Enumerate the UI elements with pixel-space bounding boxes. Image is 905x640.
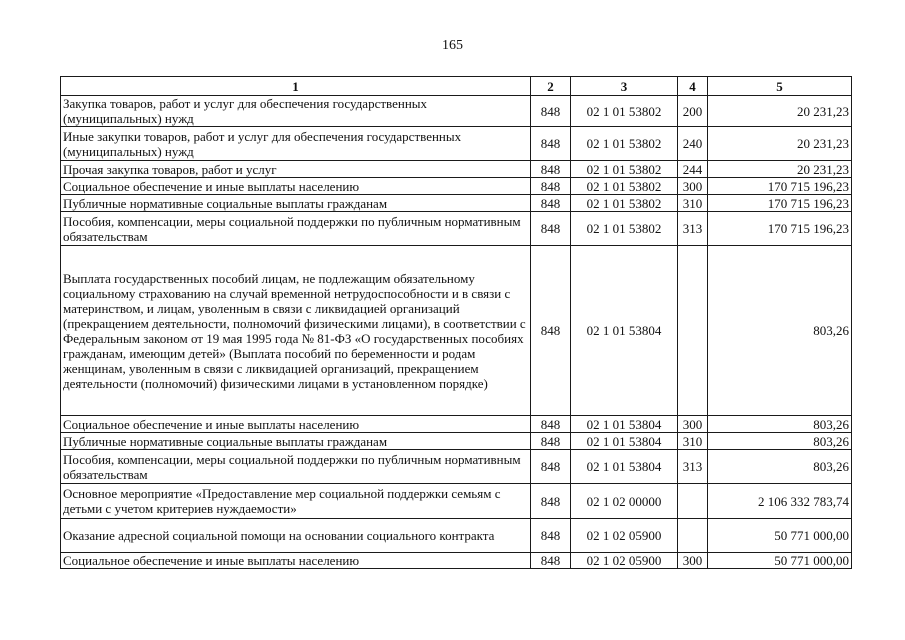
row-sum: 20 231,23 <box>708 127 852 161</box>
row-sum: 20 231,23 <box>708 161 852 178</box>
row-csr: 02 1 01 53804 <box>571 416 678 433</box>
row-sum: 170 715 196,23 <box>708 178 852 195</box>
row-ved: 848 <box>531 484 571 519</box>
row-csr: 02 1 01 53802 <box>571 96 678 127</box>
row-sum: 803,26 <box>708 246 852 416</box>
table-row <box>61 246 852 416</box>
row-name: Социальное обеспечение и иные выплаты населению <box>61 553 531 569</box>
row-name: Выплата государственных пособий лицам, не подлежащим обязательному социальному страхованию на случай временной нетрудоспособности и в связи с материнством, и лицам, уволенным в связи с ликвидацией организаций (прекращением деятельности, полномочий физическими лицами), в соответствии с Федеральным законом от 19 мая 1995 года № 81-ФЗ «О государственных пособиях гражданам, имеющим детей» (Выплата пособий по беременности и родам женщинам, уволенным в связи с ликвидацией организаций, прекращением деятельности (полномочий) физическими лицами в установленном порядке) <box>61 246 531 416</box>
header-col-3: 3 <box>571 77 678 96</box>
row-ved: 848 <box>531 212 571 246</box>
row-name: Закупка товаров, работ и услуг для обеспечения государственных (муниципальных) нужд <box>61 96 531 127</box>
row-sum: 170 715 196,23 <box>708 195 852 212</box>
row-csr: 02 1 01 53802 <box>571 212 678 246</box>
row-ved: 848 <box>531 127 571 161</box>
header-col-5: 5 <box>708 77 852 96</box>
row-sum: 20 231,23 <box>708 96 852 127</box>
row-ved: 848 <box>531 96 571 127</box>
row-name: Социальное обеспечение и иные выплаты населению <box>61 416 531 433</box>
row-ved: 848 <box>531 553 571 569</box>
row-ved: 848 <box>531 246 571 416</box>
row-csr: 02 1 02 05900 <box>571 553 678 569</box>
row-sum: 170 715 196,23 <box>708 212 852 246</box>
table-row <box>61 484 852 519</box>
row-vr: 310 <box>678 195 708 212</box>
table-row <box>61 127 852 161</box>
row-ved: 848 <box>531 178 571 195</box>
row-vr: 313 <box>678 212 708 246</box>
row-ved: 848 <box>531 433 571 450</box>
row-sum: 803,26 <box>708 416 852 433</box>
row-vr: 240 <box>678 127 708 161</box>
row-csr: 02 1 01 53802 <box>571 178 678 195</box>
table-row <box>61 212 852 246</box>
row-name: Прочая закупка товаров, работ и услуг <box>61 161 531 178</box>
row-vr: 200 <box>678 96 708 127</box>
row-vr: 300 <box>678 553 708 569</box>
row-csr: 02 1 01 53804 <box>571 433 678 450</box>
page-number: 165 <box>442 38 463 53</box>
row-csr: 02 1 02 05900 <box>571 519 678 553</box>
table-row <box>61 178 852 195</box>
table-row <box>61 450 852 484</box>
header-col-2: 2 <box>531 77 571 96</box>
row-ved: 848 <box>531 416 571 433</box>
row-ved: 848 <box>531 195 571 212</box>
row-name: Социальное обеспечение и иные выплаты населению <box>61 178 531 195</box>
header-col-4: 4 <box>678 77 708 96</box>
table-row <box>61 195 852 212</box>
row-ved: 848 <box>531 519 571 553</box>
row-vr: 313 <box>678 450 708 484</box>
row-ved: 848 <box>531 450 571 484</box>
row-name: Публичные нормативные социальные выплаты гражданам <box>61 433 531 450</box>
row-sum: 50 771 000,00 <box>708 519 852 553</box>
row-sum: 2 106 332 783,74 <box>708 484 852 519</box>
row-vr <box>678 519 708 553</box>
row-name: Публичные нормативные социальные выплаты гражданам <box>61 195 531 212</box>
row-ved: 848 <box>531 161 571 178</box>
row-csr: 02 1 01 53804 <box>571 450 678 484</box>
row-vr: 300 <box>678 416 708 433</box>
row-sum: 50 771 000,00 <box>708 553 852 569</box>
row-vr: 244 <box>678 161 708 178</box>
table-row <box>61 416 852 433</box>
row-name: Основное мероприятие «Предоставление мер социальной поддержки семьям с детьми с учетом критериев нуждаемости» <box>61 484 531 519</box>
table-row <box>61 519 852 553</box>
table-row <box>61 96 852 127</box>
row-csr: 02 1 02 00000 <box>571 484 678 519</box>
row-vr: 300 <box>678 178 708 195</box>
row-name: Пособия, компенсации, меры социальной поддержки по публичным нормативным обязательствам <box>61 450 531 484</box>
row-sum: 803,26 <box>708 433 852 450</box>
row-vr: 310 <box>678 433 708 450</box>
budget-table <box>60 76 852 569</box>
table-row <box>61 161 852 178</box>
row-csr: 02 1 01 53802 <box>571 127 678 161</box>
row-name: Пособия, компенсации, меры социальной поддержки по публичным нормативным обязательствам <box>61 212 531 246</box>
row-vr <box>678 484 708 519</box>
row-csr: 02 1 01 53802 <box>571 161 678 178</box>
row-name: Оказание адресной социальной помощи на основании социального контракта <box>61 519 531 553</box>
row-name: Иные закупки товаров, работ и услуг для обеспечения государственных (муниципальных) нужд <box>61 127 531 161</box>
header-row <box>61 77 852 96</box>
row-vr <box>678 246 708 416</box>
table-row <box>61 553 852 569</box>
row-csr: 02 1 01 53802 <box>571 195 678 212</box>
table-row <box>61 433 852 450</box>
header-col-1: 1 <box>61 77 531 96</box>
row-csr: 02 1 01 53804 <box>571 246 678 416</box>
row-sum: 803,26 <box>708 450 852 484</box>
